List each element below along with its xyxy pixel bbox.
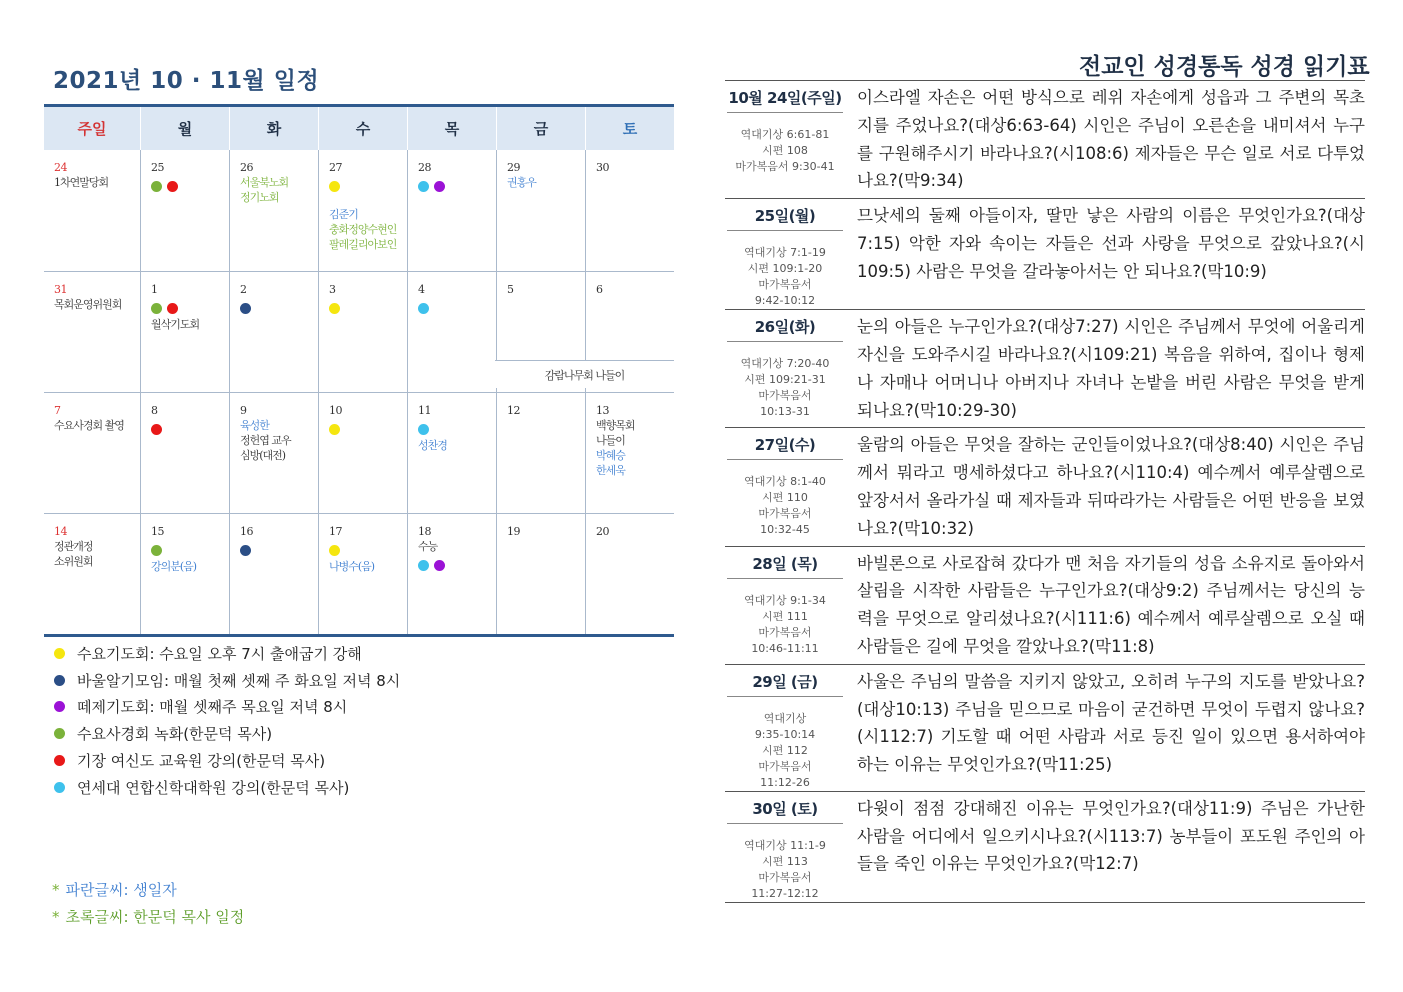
event-label: 수능: [418, 540, 438, 553]
dot-green: [151, 181, 162, 192]
event-label: 정헌엽 교우: [240, 434, 291, 447]
calendar-day[interactable]: [318, 272, 407, 392]
legend-dot-green: [54, 728, 65, 739]
reading-date-cell: [725, 792, 845, 902]
day-number: 12: [507, 404, 520, 417]
legend-text: 바울알기모임: 매월 첫째 셋째 주 화요일 저녁 8시: [77, 671, 401, 690]
dot-red: [167, 181, 178, 192]
reading-date-cell: [725, 81, 845, 198]
reading-refs: [725, 231, 845, 309]
calendar-day[interactable]: [318, 393, 407, 513]
day-number: 31: [54, 283, 67, 296]
day-number: 28: [418, 161, 431, 174]
reading-questions: 다윗이 점점 강대해진 이유는 무엇인가요?(대상11:9) 주님은 가난한 사람을 어디에서 일으키시나요?(시113:7) 농부들이 포도원 주인의 아들을 죽인 이유는 무엇인가요?(막12:7): [857, 798, 1365, 874]
note-mark: *: [52, 908, 60, 926]
dot-yellow: [329, 303, 340, 314]
dot-cyan: [418, 303, 429, 314]
reading-date: 29일 (금): [727, 671, 843, 697]
reading-date: 10월 24일(주일): [727, 87, 843, 113]
reading-ref: 11:27-12:12: [751, 886, 819, 900]
calendar-day[interactable]: [407, 514, 496, 634]
reading-ref: 마가복음서: [758, 870, 812, 884]
dot-green: [151, 545, 162, 556]
event-dots: [329, 300, 407, 317]
legend-item: [54, 667, 400, 694]
reading-title: 전교인 성경통독 성경 읽기표: [1079, 54, 1370, 80]
reading-date: 30일 (토): [727, 798, 843, 824]
legend-dot-cyan: [54, 782, 65, 793]
calendar-day[interactable]: [229, 393, 318, 513]
reading-ref: 마가복음서: [758, 507, 812, 521]
legend-dot-navy: [54, 675, 65, 686]
reading-row: [725, 81, 1365, 199]
legend-text: 수요사경회 녹화(한문덕 목사): [77, 725, 273, 744]
event-dots: [240, 542, 318, 559]
day-number: 24: [54, 161, 67, 174]
event-label: 강의분(음): [151, 560, 197, 573]
reading-ref: 10:32-45: [760, 523, 810, 537]
dot-red: [151, 424, 162, 435]
reading-ref: 역대기상 8:1-40: [744, 475, 826, 489]
day-number: 13: [596, 404, 609, 417]
event-dots: [151, 178, 229, 195]
calendar-day[interactable]: [318, 514, 407, 634]
legend-item: [54, 774, 400, 801]
event-dots: [151, 421, 229, 438]
reading-date: 27일(수): [727, 434, 843, 460]
event-label: 서울북노회: [240, 176, 289, 189]
event-dots: [329, 542, 407, 559]
day-number: 26: [240, 161, 253, 174]
day-number: 10: [329, 404, 342, 417]
dot-green: [151, 303, 162, 314]
day-number: 7: [54, 404, 61, 417]
event-label: 김준기: [329, 208, 358, 221]
reading-date-cell: [725, 547, 845, 664]
dot-purple: [434, 181, 445, 192]
dot-purple: [434, 560, 445, 571]
day-number: 9: [240, 404, 247, 417]
reading-refs: [725, 824, 845, 902]
calendar-day[interactable]: [496, 514, 585, 634]
legend-dot-yellow: [54, 648, 65, 659]
weekday-3: 수: [318, 107, 407, 150]
reading-date-cell: [725, 428, 845, 545]
reading-date-cell: [725, 199, 845, 309]
note-text: 파란글씨: 생일자: [65, 881, 177, 899]
event-label: 수요사경회 촬영: [54, 419, 124, 432]
event-label: 권홍우: [507, 176, 536, 189]
dot-yellow: [329, 181, 340, 192]
day-number: 1: [151, 283, 158, 296]
day-number: 2: [240, 283, 247, 296]
weekday-0: 주일: [77, 120, 107, 138]
notes: [52, 877, 244, 931]
reading-date: 26일(화): [727, 316, 843, 342]
spacer: [329, 195, 407, 207]
calendar-day[interactable]: [44, 514, 140, 634]
calendar-week: [44, 150, 674, 271]
event-dots: [240, 300, 318, 317]
day-number: 29: [507, 161, 520, 174]
event-label: 박혜승: [596, 449, 625, 462]
calendar-title: 2021년 10 · 11월 일정: [53, 68, 320, 94]
calendar-day[interactable]: [585, 393, 674, 513]
event-label: 1차연말당회: [54, 176, 109, 189]
reading-ref: 시편 109:21-31: [744, 373, 826, 387]
reading-row: [725, 199, 1365, 310]
reading-ref: 역대기상 7:20-40: [740, 357, 830, 371]
dot-navy: [240, 303, 251, 314]
event-dots: [329, 421, 407, 438]
event-label: 정관개정: [54, 540, 93, 553]
reading-ref: 마가복음서: [758, 625, 812, 639]
reading-questions: 사울은 주님의 말씀을 지키지 않았고, 오히려 누구의 지도를 받았나요?(대상10:13) 주님을 믿으므로 마음이 굳건하면 무엇이 두렵지 않나요?(시112:7) 기도할 때 어떤 사람과 서로 등진 일이 있으면 용서하여야 하는 이유는 무엇인가요?(막11:25): [857, 671, 1365, 775]
weekday-1: 월: [140, 107, 229, 150]
day-number: 8: [151, 404, 158, 417]
calendar-day[interactable]: [140, 514, 229, 634]
calendar-body: [44, 150, 674, 634]
event-label: 육성한: [240, 419, 269, 432]
calendar-week: [44, 392, 674, 513]
reading-ref: 11:12-26: [760, 775, 810, 789]
calendar-day[interactable]: [407, 272, 496, 392]
day-number: 15: [151, 525, 164, 538]
weekday-2: 화: [229, 107, 318, 150]
reading-ref: 시편 112: [762, 743, 808, 757]
calendar-day[interactable]: [229, 514, 318, 634]
calendar-week: [44, 513, 674, 634]
day-number: 19: [507, 525, 520, 538]
dot-navy: [240, 545, 251, 556]
day-number: 3: [329, 283, 336, 296]
note-item: [52, 877, 244, 904]
legend-text: 연세대 연합신학대학원 강의(한문덕 목사): [77, 778, 350, 797]
reading-ref: 역대기상 7:1-19: [744, 246, 826, 260]
calendar-day[interactable]: [44, 393, 140, 513]
legend-text: 기장 여신도 교육원 강의(한문덕 목사): [77, 752, 326, 771]
reading-refs: [725, 342, 845, 420]
dot-cyan: [418, 181, 429, 192]
dot-red: [167, 303, 178, 314]
event-dots: [151, 300, 229, 317]
calendar-grid: [44, 104, 674, 637]
event-dots: [329, 178, 407, 195]
reading-refs: [725, 579, 845, 657]
event-label: 한세욱: [596, 464, 625, 477]
event-label: 심방(대전): [240, 449, 286, 462]
event-label: 목회운영위원회: [54, 298, 122, 311]
legend-dot-purple: [54, 701, 65, 712]
event-dots: [418, 421, 496, 438]
calendar-day[interactable]: [318, 150, 407, 271]
legend-dot-red: [54, 755, 65, 766]
event-dots: [418, 178, 496, 195]
reading-ref: 9:35-10:14: [754, 727, 816, 741]
reading-ref: 마가복음서: [758, 389, 812, 403]
event-dots: [418, 557, 496, 574]
day-number: 16: [240, 525, 253, 538]
legend-text: 수요기도회: 수요일 오후 7시 출애굽기 강해: [77, 644, 362, 663]
span-event: 감람나무회 나들이: [495, 360, 674, 388]
reading-table: [725, 80, 1365, 903]
reading-questions: 바빌론으로 사로잡혀 갔다가 맨 처음 자기들의 성읍 소유지로 돌아와서 살림을 시작한 사람들은 누구인가요?(대상9:2) 주님께서는 당신의 능력을 무엇으로 알리셨나요?(시111:6) 예수께서 예루살렘으로 오실 때 사람들은 길에 무엇을 깔았나요?(막11:8): [857, 553, 1365, 656]
dot-cyan: [418, 424, 429, 435]
event-dots: [151, 542, 229, 559]
reading-row: [725, 428, 1365, 546]
reading-ref: 마가복음서 9:30-41: [735, 160, 835, 173]
reading-ref: 역대기상 9:1-34: [744, 593, 826, 607]
day-number: 20: [596, 525, 609, 538]
reading-questions: 눈의 아들은 누구인가요?(대상7:27) 시인은 주님께서 무엇에 어울리게 자신을 도와주시길 바라나요?(시109:21) 복음을 위하여, 집이나 형제나 자매나 어머니나 아버지나 자녀나 논밭을 버린 사람은 무엇을 받게 되나요?(막10:29-30): [857, 317, 1365, 420]
reading-ref: 시편 111: [762, 609, 808, 623]
calendar-day[interactable]: [585, 514, 674, 634]
day-number: 4: [418, 283, 425, 296]
reading-ref: 9:42-10:12: [754, 294, 816, 308]
day-number: 17: [329, 525, 342, 538]
day-number: 6: [596, 283, 603, 296]
calendar-day[interactable]: [140, 150, 229, 271]
legend-item: [54, 694, 400, 721]
event-label: 백향목회: [596, 419, 635, 432]
day-number: 18: [418, 525, 431, 538]
calendar-day[interactable]: [407, 393, 496, 513]
reading-ref: 시편 113: [762, 854, 808, 868]
event-label: 월삭기도회: [151, 318, 200, 331]
day-number: 11: [418, 404, 431, 417]
legend-item: [54, 747, 400, 774]
legend-item: [54, 640, 400, 667]
event-label: 충화정양수현인: [329, 223, 397, 236]
reading-date-cell: [725, 310, 845, 427]
day-number: 27: [329, 161, 342, 174]
reading-ref: 역대기상 6:61-81: [740, 128, 830, 141]
reading-refs: [725, 460, 845, 538]
weekday-4: 목: [407, 107, 496, 150]
weekday-header: [44, 107, 674, 150]
calendar-day[interactable]: [496, 150, 585, 271]
event-label: 소위원회: [54, 555, 93, 568]
event-label: 성찬경: [418, 439, 447, 452]
calendar-day[interactable]: [44, 150, 140, 271]
reading-ref: 시편 110: [762, 491, 808, 505]
day-number: 14: [54, 525, 67, 538]
legend-item: [54, 720, 400, 747]
reading-questions: 울람의 아들은 무엇을 잘하는 군인들이었나요?(대상8:40) 시인은 주님께서 뭐라고 맹세하셨다고 하나요?(시110:4) 예수께서 예루살렘으로 앞장서서 올라가실 때 제자들과 뒤따라가는 사람들은 어떤 반응을 보였나요?(막10:32): [857, 435, 1365, 538]
calendar-day[interactable]: [496, 393, 585, 513]
note-mark: *: [52, 881, 60, 899]
reading-questions: 므낫세의 둘째 아들이자, 딸만 낳은 사람의 이름은 무엇인가요?(대상7:15) 악한 자와 속이는 자들은 선과 사랑을 무엇으로 갚았나요?(시109:5) 사람은 무엇을 갈라놓아서는 안 되나요?(막10:9): [857, 206, 1365, 281]
reading-refs: [725, 113, 845, 175]
day-number: 30: [596, 161, 609, 174]
dot-cyan: [418, 560, 429, 571]
calendar-day[interactable]: [140, 393, 229, 513]
reading-ref: 역대기상: [763, 711, 807, 725]
calendar-day[interactable]: [585, 150, 674, 271]
weekday-5: 금: [496, 107, 585, 150]
reading-ref: 역대기상 11:1-9: [744, 838, 826, 852]
event-label: 나병수(음): [329, 560, 375, 573]
dot-yellow: [329, 424, 340, 435]
calendar-day[interactable]: [229, 272, 318, 392]
dot-yellow: [329, 545, 340, 556]
note-text: 초록글씨: 한문덕 목사 일정: [65, 908, 245, 926]
reading-ref: 10:46-11:11: [751, 641, 819, 655]
reading-ref: 시편 108: [762, 144, 808, 157]
reading-ref: 10:13-31: [760, 405, 810, 419]
reading-refs: [725, 697, 845, 791]
event-label: 팔레길리아보인: [329, 238, 397, 251]
reading-row: [725, 547, 1365, 665]
reading-ref: 마가복음서: [758, 278, 812, 292]
calendar-day[interactable]: [407, 150, 496, 271]
calendar-day[interactable]: [229, 150, 318, 271]
reading-row: [725, 665, 1365, 792]
reading-date-cell: [725, 665, 845, 791]
reading-row: [725, 792, 1365, 903]
day-number: 25: [151, 161, 164, 174]
note-item: [52, 904, 244, 931]
reading-ref: 시편 109:1-20: [747, 262, 823, 276]
reading-row: [725, 310, 1365, 428]
calendar-day[interactable]: [140, 272, 229, 392]
legend-text: 떼제기도회: 매월 셋째주 목요일 저녁 8시: [77, 698, 348, 717]
event-label: 나들이: [596, 434, 625, 447]
reading-questions: 이스라엘 자손은 어떤 방식으로 레위 자손에게 성읍과 그 주변의 목초지를 주었나요?(대상6:63-64) 시인은 주님이 오른손을 내미셔서 누구를 구원해주시기 바라나요?(시108:6) 제자들은 무슨 일로 서로 다투었나요?(막9:34): [857, 88, 1365, 191]
weekday-6: 토: [585, 107, 674, 150]
reading-ref: 마가복음서: [758, 759, 812, 773]
day-number: 5: [507, 283, 514, 296]
reading-date: 25일(월): [727, 205, 843, 231]
legend: [54, 640, 400, 801]
event-label: 정기노회: [240, 191, 279, 204]
event-dots: [418, 300, 496, 317]
reading-date: 28일 (목): [727, 553, 843, 579]
calendar-day[interactable]: [44, 272, 140, 392]
